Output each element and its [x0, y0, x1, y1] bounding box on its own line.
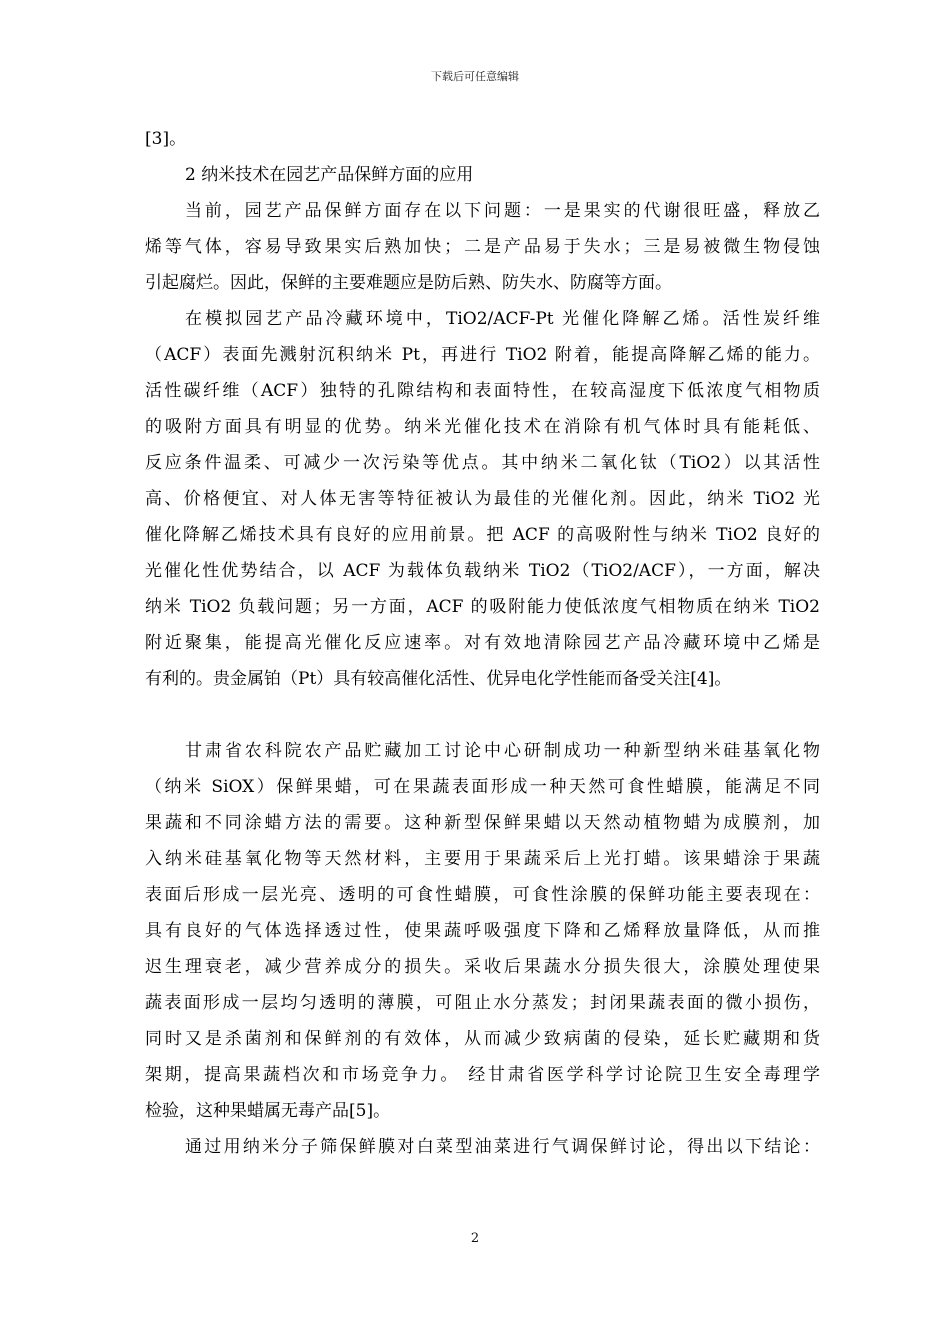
text-line: 同时又是杀菌剂和保鲜剂的有效体，从而减少致病菌的侵染，延长贮藏期和货 [145, 1029, 820, 1049]
text-line: 果蔬和不同涂蜡方法的需要。这种新型保鲜果蜡以天然动植物蜡为成膜剂，加 [145, 813, 820, 833]
text-line: 引起腐烂。因此，保鲜的主要难题应是防后熟、防失水、防腐等方面。 [145, 273, 672, 293]
text-line: 附近聚集，能提高光催化反应速率。对有效地清除园艺产品冷藏环境中乙烯是 [145, 633, 820, 653]
text-line: 高、价格便宜、对人体无害等特征被认为最佳的光催化剂。因此，纳米 TiO2 光 [145, 489, 820, 509]
text-line: 反应条件温柔、可减少一次污染等优点。其中纳米二氧化钛（TiO2）以其活性 [145, 453, 820, 473]
document-body [145, 121, 820, 1165]
text-line: 甘肃省农科院农产品贮藏加工讨论中心研制成功一种新型纳米硅基氧化物 [185, 741, 820, 761]
text-line: 催化降解乙烯技术具有良好的应用前景。把 ACF 的高吸附性与纳米 TiO2 良好的 [145, 525, 820, 545]
text-line: 有利的。贵金属铂（Pt）具有较高催化活性、优异电化学性能而备受关注[4]。 [145, 669, 732, 689]
text-line: 光催化性优势结合，以 ACF 为载体负载纳米 TiO2（TiO2/ACF），一方面，解决 [145, 561, 820, 581]
text-line: 检验，这种果蜡属无毒产品[5]。 [145, 1101, 391, 1121]
text-line: 迟生理衰老，减少营养成分的损失。采收后果蔬水分损失很大，涂膜处理使果 [145, 957, 820, 977]
text-line: 具有良好的气体选择透过性，使果蔬呼吸强度下降和乙烯释放量降低，从而推 [145, 921, 820, 941]
paragraph [145, 1129, 820, 1165]
text-line: 通过用纳米分子筛保鲜膜对白菜型油菜进行气调保鲜讨论，得出以下结论： [185, 1137, 820, 1157]
text-line: 烯等气体，容易导致果实后熟加快；二是产品易于失水；三是易被微生物侵蚀 [145, 237, 820, 257]
text-line: [3]。 [145, 129, 187, 149]
paragraph [145, 121, 820, 157]
text-line: 入纳米硅基氧化物等天然材料，主要用于果蔬采后上光打蜡。该果蜡涂于果蔬 [145, 849, 820, 869]
text-line: （ACF）表面先溅射沉积纳米 Pt，再进行 TiO2 附着，能提高降解乙烯的能力。 [145, 345, 820, 365]
text-line: 蔬表面形成一层均匀透明的薄膜，可阻止水分蒸发；封闭果蔬表面的微小损伤， [145, 993, 820, 1013]
text-line: 纳米 TiO2 负载问题；另一方面，ACF 的吸附能力使低浓度气相物质在纳米 TiO2 [145, 597, 820, 617]
text-line: 的吸附方面具有明显的优势。纳米光催化技术在消除有机气体时具有能耗低、 [145, 417, 820, 437]
text-line: 架期，提高果蔬档次和市场竞争力。 经甘肃省医学科学讨论院卫生安全毒理学 [145, 1065, 820, 1085]
page-header: 下载后可任意编辑 [431, 70, 519, 83]
paragraph-gap [145, 697, 820, 733]
text-line: 在模拟园艺产品冷藏环境中，TiO2/ACF-Pt 光催化降解乙烯。活性炭纤维 [185, 309, 820, 329]
text-line: 活性碳纤维（ACF）独特的孔隙结构和表面特性，在较高湿度下低浓度气相物质 [145, 381, 820, 401]
page-number: 2 [470, 1231, 480, 1246]
text-line: 当前，园艺产品保鲜方面存在以下问题：一是果实的代谢很旺盛，释放乙 [185, 201, 820, 221]
paragraph [145, 193, 820, 301]
text-line: 2 纳米技术在园艺产品保鲜方面的应用 [185, 165, 474, 185]
paragraph [145, 157, 820, 193]
text-line: （纳米 SiOX）保鲜果蜡，可在果蔬表面形成一种天然可食性蜡膜，能满足不同 [145, 777, 820, 797]
paragraph [145, 301, 820, 697]
paragraph [145, 733, 820, 1129]
text-line: 表面后形成一层光亮、透明的可食性蜡膜，可食性涂膜的保鲜功能主要表现在： [145, 885, 820, 905]
